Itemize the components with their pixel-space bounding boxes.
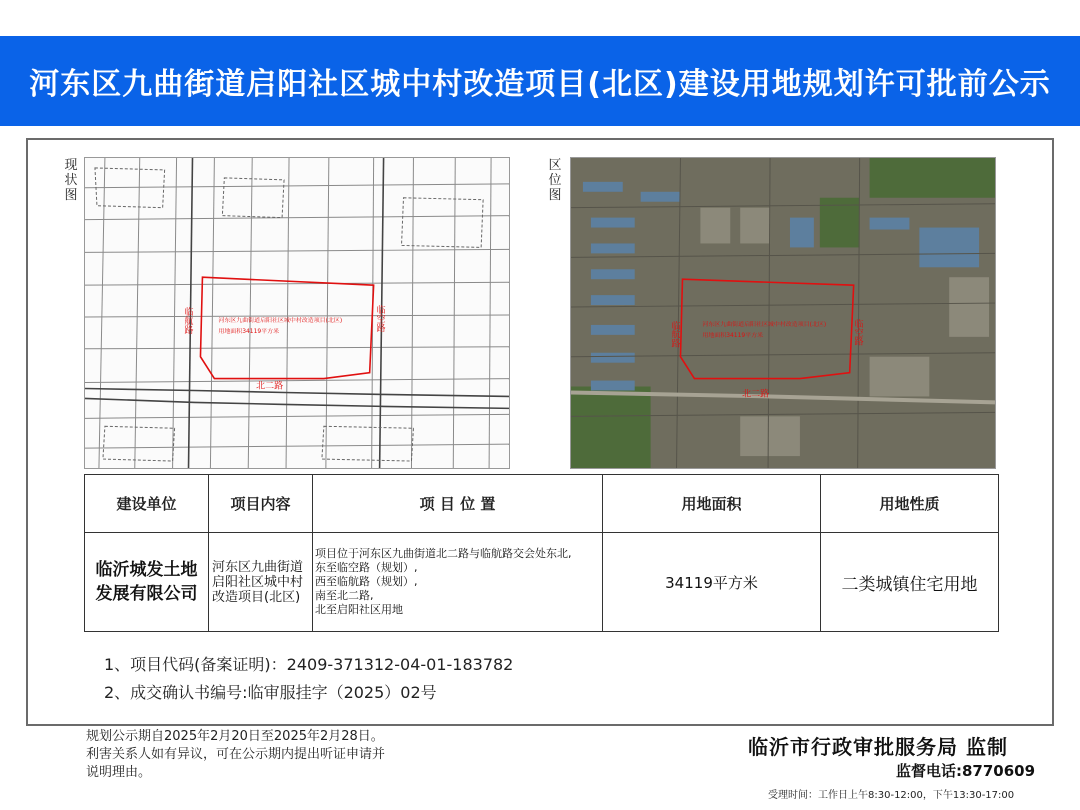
location-map-label: 区位图 <box>548 158 562 203</box>
header-unit: 建设单位 <box>85 475 209 533</box>
objection-line-1: 利害关系人如有异议，可在公示期内提出听证申请并 <box>86 747 386 762</box>
current-status-map <box>84 157 510 469</box>
cell-location <box>313 533 603 632</box>
location-line: 南至北二路, <box>315 589 374 602</box>
current-map-road-west: 临航路 <box>182 307 193 334</box>
current-map-label: 现状图 <box>64 158 78 203</box>
supervising-office: 临沂市行政审批服务局 监制 <box>748 735 1008 759</box>
footer-notice <box>86 728 385 782</box>
table-row <box>85 533 999 632</box>
objection-line-2: 说明理由。 <box>86 765 152 780</box>
page-title-banner <box>0 36 1080 126</box>
supervision-phone: 监督电话:8770609 <box>896 762 1036 780</box>
publicity-period: 规划公示期自2025年2月20日至2025年2月28日。 <box>86 729 384 744</box>
page-title: 河东区九曲街道启阳社区城中村改造项目(北区)建设用地规划许可批前公示 <box>29 67 1051 102</box>
location-map <box>570 157 996 469</box>
location-line: 项目位于河东区九曲街道北二路与临航路交会处东北, <box>315 547 572 560</box>
cell-content: 河东区九曲街道启阳社区城中村改造项目(北区) <box>209 533 313 632</box>
header-content: 项目内容 <box>209 475 313 533</box>
current-map-boundary-text-1: 河东区九曲街道启阳社区城中村改造项目(北区) <box>218 316 343 324</box>
location-line: 西至临航路（规划）, <box>315 575 418 588</box>
cell-nature: 二类城镇住宅用地 <box>821 533 999 632</box>
location-line: 北至启阳社区用地 <box>315 603 403 616</box>
project-info-table <box>84 474 999 632</box>
location-map-boundary-text-2: 用地面积34119平方米 <box>702 331 764 339</box>
current-map-boundary-text-2: 用地面积34119平方米 <box>218 327 280 335</box>
location-map-imagery <box>571 158 995 468</box>
location-line: 东至临空路（规划）, <box>315 561 418 574</box>
header-nature: 用地性质 <box>821 475 999 533</box>
current-map-road-east: 临空路 <box>374 305 385 332</box>
confirmation-number: 2、成交确认书编号:临审服挂字（2025）02号 <box>104 683 437 702</box>
table-header-row <box>85 475 999 533</box>
cell-area: 34119平方米 <box>603 533 821 632</box>
current-map-road-south: 北二路 <box>256 381 284 392</box>
current-map-drawing <box>85 158 509 468</box>
location-map-road-south: 北二路 <box>742 389 770 400</box>
cell-unit: 临沂城发土地发展有限公司 <box>85 533 209 632</box>
service-hours: 受理时间：工作日上午8:30-12:00，下午13:30-17:00 <box>768 790 1015 801</box>
location-map-road-east: 临空路 <box>852 318 863 346</box>
location-map-boundary-text-1: 河东区九曲街道启阳社区城中村改造项目(北区) <box>702 320 827 328</box>
project-code: 1、项目代码(备案证明)：2409-371312-04-01-183782 <box>104 655 514 674</box>
header-location: 项 目 位 置 <box>313 475 603 533</box>
location-map-road-west: 临航路 <box>669 320 680 348</box>
header-area: 用地面积 <box>603 475 821 533</box>
